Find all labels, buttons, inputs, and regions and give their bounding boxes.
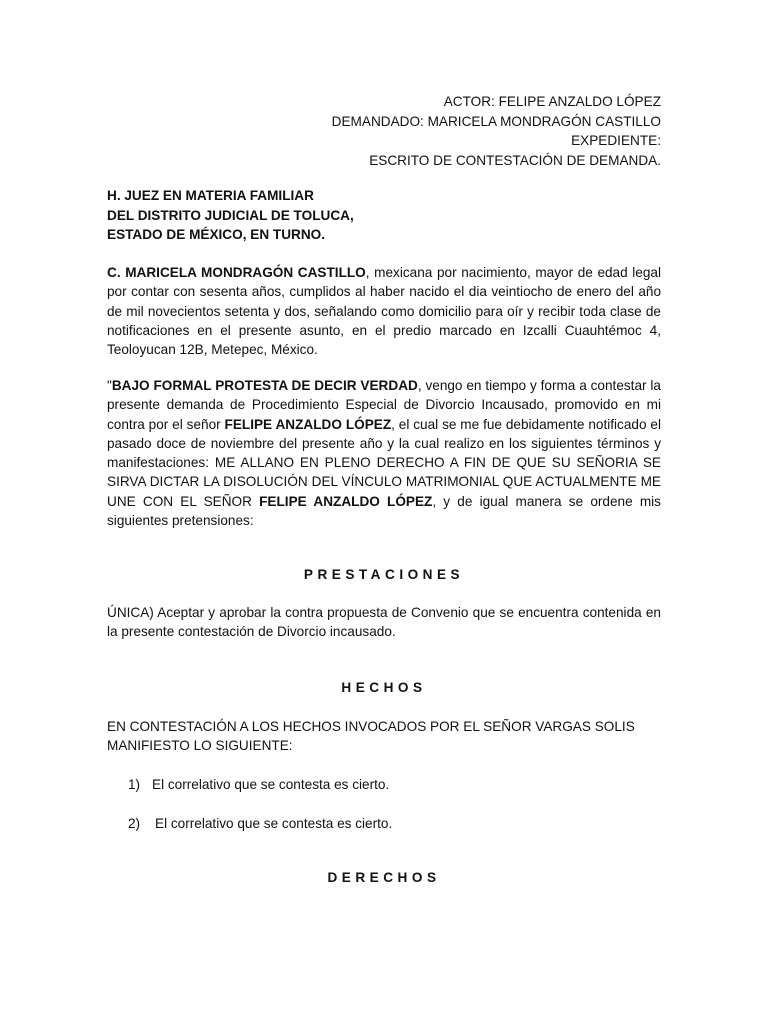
plaintiff-name: C. MARICELA MONDRAGÓN CASTILLO <box>107 265 366 280</box>
intro-text: , mexicana por nacimiento, mayor de edad legal por contar con sesenta años, cumplidos al haber nacido el dia veintiocho de enero del año de mil novecientos setenta y dos, señalando como domicilio para oír y recibir toda clase de notificaciones en el presente asunto, en el predio marcado en Izcalli Cuauhtémoc 4, Teoloyucan 12B, Metepec, México. <box>107 265 662 358</box>
party-name-1: FELIPE ANZALDO LÓPEZ <box>224 416 392 432</box>
escrito-line: ESCRITO DE CONTESTACIÓN DE DEMANDA. <box>369 152 661 168</box>
addressee-block <box>107 186 354 245</box>
intro-paragraph <box>107 263 661 359</box>
prestaciones-paragraph: ÚNICA) Aceptar y aprobar la contra propuesta de Convenio que se encuentra contenida en la presente contestación de Divorcio incausado. <box>107 605 661 640</box>
protesta-text-1: , vengo en tiempo y forma a contestar la presente demanda de Procedimiento Especial de Divorcio Incausado, promovido en mi contra por el señor <box>107 378 661 432</box>
addressee-line-2: DEL DISTRITO JUDICIAL DE TOLUCA, <box>107 207 354 223</box>
list-item-number: 2) <box>128 816 141 831</box>
list-item <box>128 814 392 833</box>
list-item-text: El correlativo que se contesta es cierto. <box>152 777 390 792</box>
expediente-line: EXPEDIENTE: <box>571 133 661 148</box>
hechos-heading: HECHOS <box>341 680 427 695</box>
protesta-text-3: , y de igual manera se ordene mis siguientes pretensiones: <box>107 493 661 529</box>
hechos-intro: EN CONTESTACIÓN A LOS HECHOS INVOCADOS POR EL SEÑOR VARGAS SOLIS MANIFIESTO LO SIGUIENTE: <box>107 719 635 754</box>
addressee-line-1: H. JUEZ EN MATERIA FAMILIAR <box>107 188 314 203</box>
list-item-number: 1) <box>128 777 141 792</box>
actor-line: ACTOR: FELIPE ANZALDO LÓPEZ <box>443 94 661 109</box>
protesta-bold: BAJO FORMAL PROTESTA DE DECIR VERDAD <box>111 378 418 393</box>
demandado-line: DEMANDADO: MARICELA MONDRAGÓN CASTILLO <box>331 113 661 129</box>
addressee-line-3: ESTADO DE MÉXICO, EN TURNO. <box>107 227 326 242</box>
list-item <box>128 775 389 794</box>
derechos-heading: DERECHOS <box>327 870 441 885</box>
protesta-paragraph <box>107 376 661 530</box>
open-quote: " <box>107 378 112 393</box>
protesta-text-2: , el cual se me fue debidamente notificado el pasado doce de noviembre del presente año y la cual realizo en los siguientes términos y manifestaciones: ME ALLANO EN PLENO DERECHO A FIN DE QUE SU SEÑORIA SE SIRVA DICTAR LA DISOLUCIÓN DEL VÍNCULO MATRIMONIAL QUE ACTUALMENTE ME UNE CON EL SEÑOR <box>107 416 661 509</box>
party-name-2: FELIPE ANZALDO LÓPEZ <box>259 493 433 509</box>
prestaciones-heading: PRESTACIONES <box>303 567 465 582</box>
list-item-text: El correlativo que se contesta es cierto. <box>155 816 393 831</box>
case-header <box>332 92 661 170</box>
